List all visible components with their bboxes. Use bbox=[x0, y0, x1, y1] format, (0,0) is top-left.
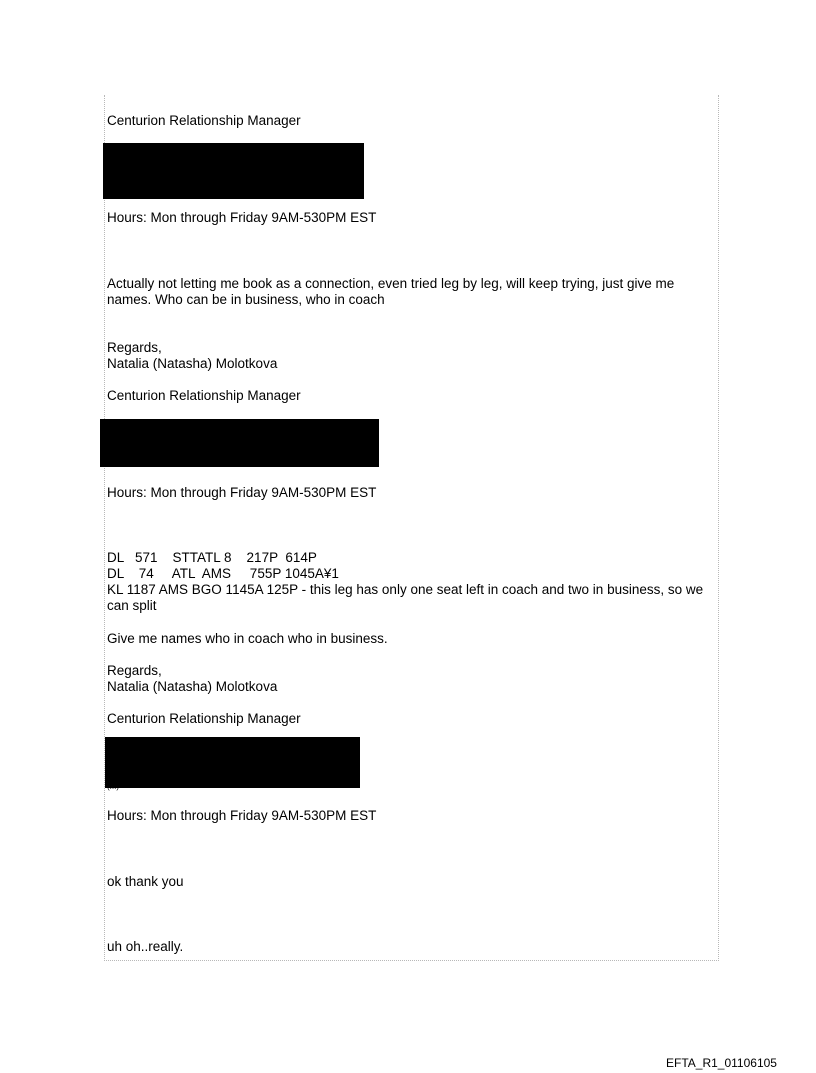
hours-line: Hours: Mon through Friday 9AM-530PM EST bbox=[107, 808, 377, 823]
hours-line: Hours: Mon through Friday 9AM-530PM EST bbox=[107, 210, 377, 225]
regards-line: Regards, bbox=[107, 340, 162, 355]
message-text: Give me names who in coach who in business. bbox=[107, 631, 388, 646]
redaction-block bbox=[105, 737, 360, 788]
signature-title: Centurion Relationship Manager bbox=[107, 113, 301, 128]
message-text: Actually not letting me book as a connection, even tried leg by leg, will keep trying, just give me names. Who can be in business, who in coach bbox=[107, 276, 675, 307]
flight-line: DL 74 ATL AMS 755P 1045A¥1 bbox=[107, 566, 339, 581]
document-id: EFTA_R1_01106105 bbox=[666, 1056, 777, 1070]
message-text: uh oh..really. bbox=[107, 939, 184, 954]
sender-name: Natalia (Natasha) Molotkova bbox=[107, 356, 278, 371]
flight-line: DL 571 STTATL 8 217P 614P bbox=[107, 550, 317, 565]
sender-name: Natalia (Natasha) Molotkova bbox=[107, 679, 278, 694]
message-text: ok thank you bbox=[107, 874, 184, 889]
redaction-block bbox=[100, 419, 379, 467]
flight-line: KL 1187 AMS BGO 1145A 125P - this leg has only one seat left in coach and two in business, so we can split bbox=[107, 582, 704, 613]
redaction-block bbox=[103, 143, 364, 199]
regards-line: Regards, bbox=[107, 663, 162, 678]
signature-title: Centurion Relationship Manager bbox=[107, 711, 301, 726]
hours-line: Hours: Mon through Friday 9AM-530PM EST bbox=[107, 485, 377, 500]
signature-title: Centurion Relationship Manager bbox=[107, 388, 301, 403]
